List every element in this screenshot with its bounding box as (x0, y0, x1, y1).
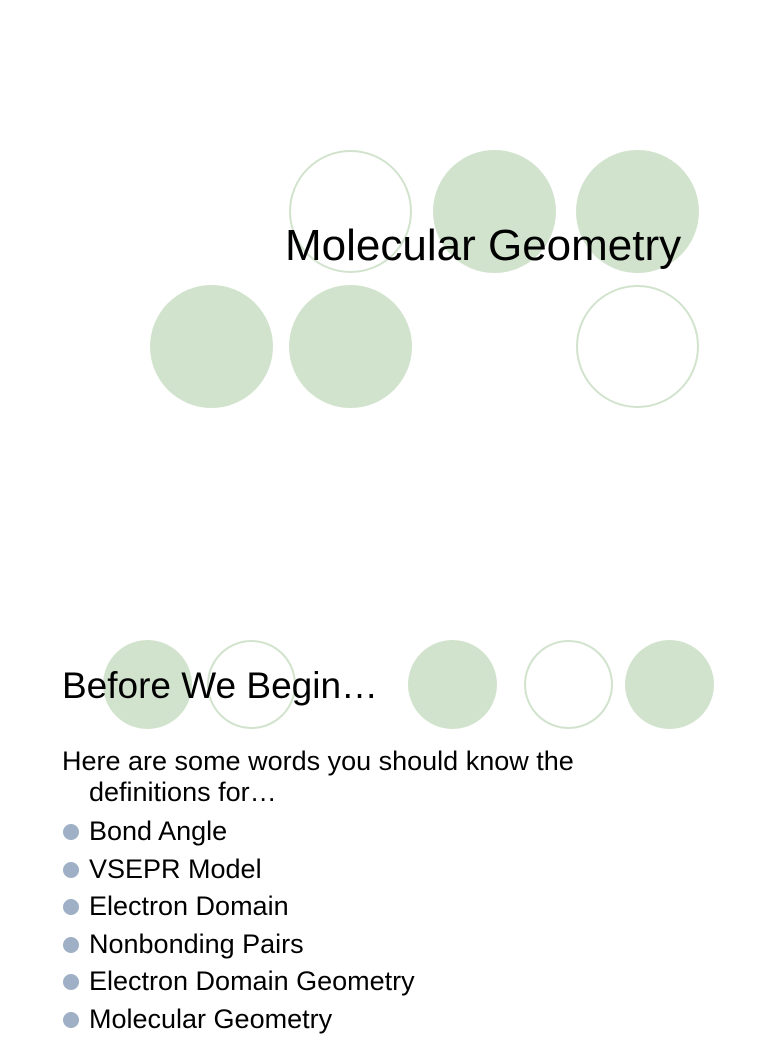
term-label: Nonbonding Pairs (89, 928, 304, 959)
bullet-dot-icon (63, 1012, 79, 1028)
bullet-dot-icon (63, 974, 79, 990)
bullet-dot-icon (63, 937, 79, 953)
term-item (62, 889, 415, 927)
section-title: Before We Begin… (62, 665, 379, 706)
decor-circle-filled (289, 285, 412, 408)
decor-circle-outline (576, 285, 699, 408)
decor-circle-filled (625, 640, 714, 729)
term-label: VSEPR Model (89, 853, 262, 884)
slide-title: Molecular Geometry (285, 221, 682, 270)
intro-text (62, 746, 682, 808)
term-label: Bond Angle (89, 816, 228, 846)
term-list (62, 814, 415, 1040)
decor-circle-outline (524, 640, 613, 729)
term-item (62, 927, 415, 965)
bullet-dot-icon (63, 862, 79, 878)
decor-circle-filled (408, 640, 497, 729)
term-item (62, 964, 415, 1002)
term-item (62, 852, 415, 890)
term-label: Electron Domain Geometry (89, 966, 415, 997)
term-label: Electron Domain (89, 891, 289, 922)
term-label: Molecular Geometry (89, 1003, 333, 1034)
decor-circle-filled (150, 285, 273, 408)
intro-line: definitions for… (89, 777, 277, 807)
bullet-dot-icon (63, 899, 79, 915)
bullet-dot-icon (63, 824, 79, 840)
term-item (62, 814, 415, 852)
intro-line: Here are some words you should know the (62, 746, 574, 776)
term-item (62, 1002, 415, 1040)
